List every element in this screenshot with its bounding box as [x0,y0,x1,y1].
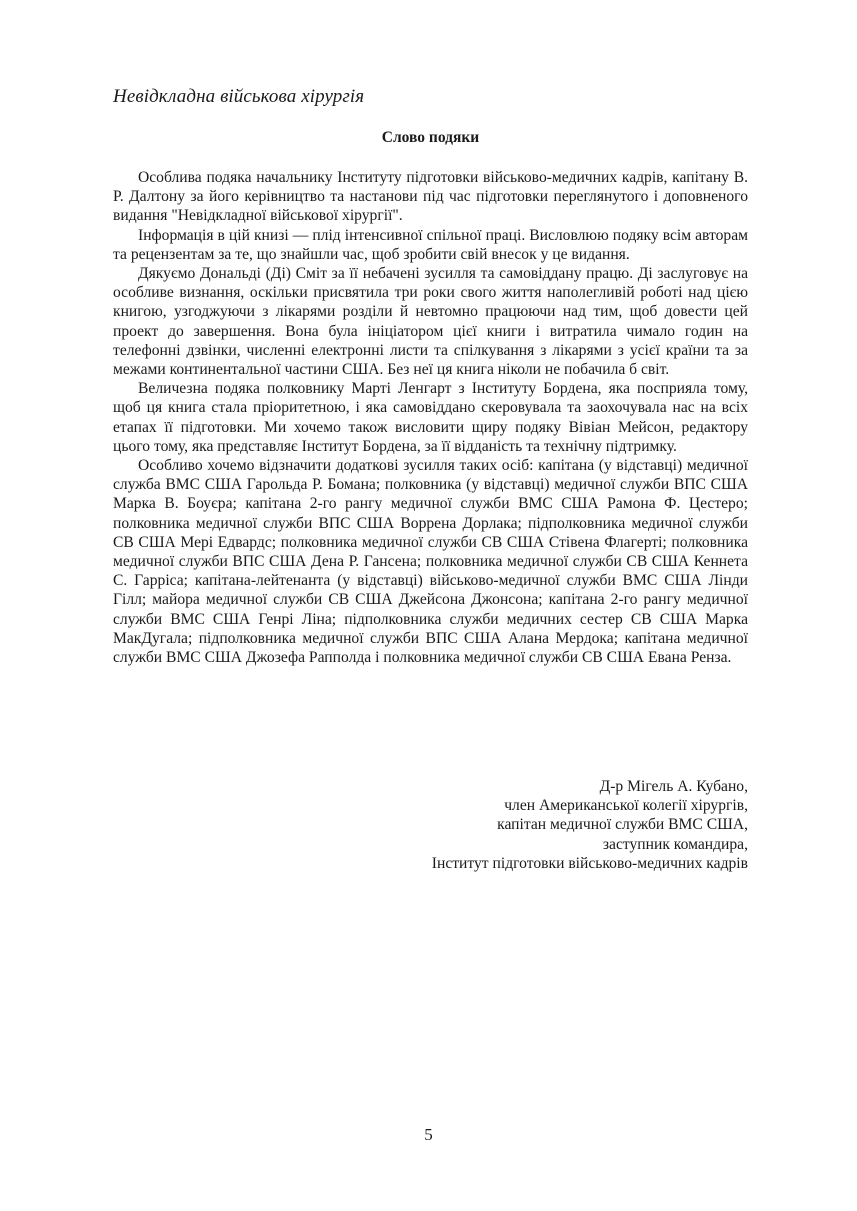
signature-line: капітан медичної служби ВМС США, [497,816,748,834]
page-number: 5 [424,1125,433,1144]
signature-block [432,777,748,873]
signature-name: Д-р Мігель А. Кубано, [599,778,748,795]
paragraph: Величезна подяка полковнику Марті Ленгарт з Інституту Бордена, яка посприяла тому, щоб ця книга стала пріоритетною, і яка самовіддано скеровувала та заохочувала нас на всіх етапах її підготовки. Ми хочемо також висловити щиру подяку Вівіан Мейсон, редактору цього тому, яка представляє Інститут Бордена, за її відданість та технічну підтримку. [113,380,748,455]
paragraph: Інформація в цій книзі — плід інтенсивної спільної праці. Висловлюю подяку всім авторам та рецензентам за те, що знайшли час, щоб зробити свій внесок у це видання. [113,226,748,263]
paragraph: Особлива подяка начальнику Інституту підготовки військово-медичних кадрів, капітану В. Р. Далтону за його керівництво та настанови під час підготовки переглянутого і доповненого видання "Невідкладної військової хірургії". [113,169,748,225]
body-text [113,168,748,667]
signature-line: заступник командира, [602,835,748,853]
running-head: Невідкладна військова хірургія [113,86,365,107]
section-title: Слово подяки [381,129,480,146]
signature-line: Інститут підготовки військово-медичних кадрів [431,854,748,872]
paragraph: Дякуємо Дональді (Ді) Сміт за її небачені зусилля та самовіддану працю. Ді заслуговує на особливе визнання, оскільки присвятила три роки свого життя наполегливій роботі над цією книгою, узгоджуючи з лікарями розділи й невтомно працюючи над тим, щоб довести цей проект до завершення. Вона була ініціатором цієї книги і витратила чимало годин на телефонні дзвінки, численні електронні листи та спілкування з лікарями з усієї країни та за межами континентальної частини США. Без неї ця книга ніколи не побачила б світ. [113,265,748,379]
paragraph: Особливо хочемо відзначити додаткові зусилля таких осіб: капітана (у відставці) медичної служба ВМС США Гарольда Р. Бомана; полковника (у відставці) медичної служби ВПС США Марка В. Боуєра; капітана 2-го рангу медичної служби ВМС США Рамона Ф. Цестеро; полковника медичної служби ВПС США Воррена Дорлака; підполковника медичної служби СВ США Мері Едвардс; полковника медичної служби СВ США Стівена Флагерті; полковника медичної служби ВПС США Дена Р. Гансена; полковника медичної служби СВ США Кеннета С. Гарріса; капітана-лейтенанта (у відставці) військово-медичної служби ВМС США Лінди Гілл; майора медичної служби СВ США Джейсона Джонсона; капітана 2-го рангу медичної служби ВМС США Генрі Ліна; підполковника служби медичних сестер СВ США Марка МакДугала; підполковника медичної служби ВПС США Алана Мердока; капітана медичної служби ВМС США Джозефа Рапполда і полковника медичної служби СВ США Евана Ренза. [113,457,748,667]
signature-line: член Американської колегії хірургів, [504,797,748,815]
